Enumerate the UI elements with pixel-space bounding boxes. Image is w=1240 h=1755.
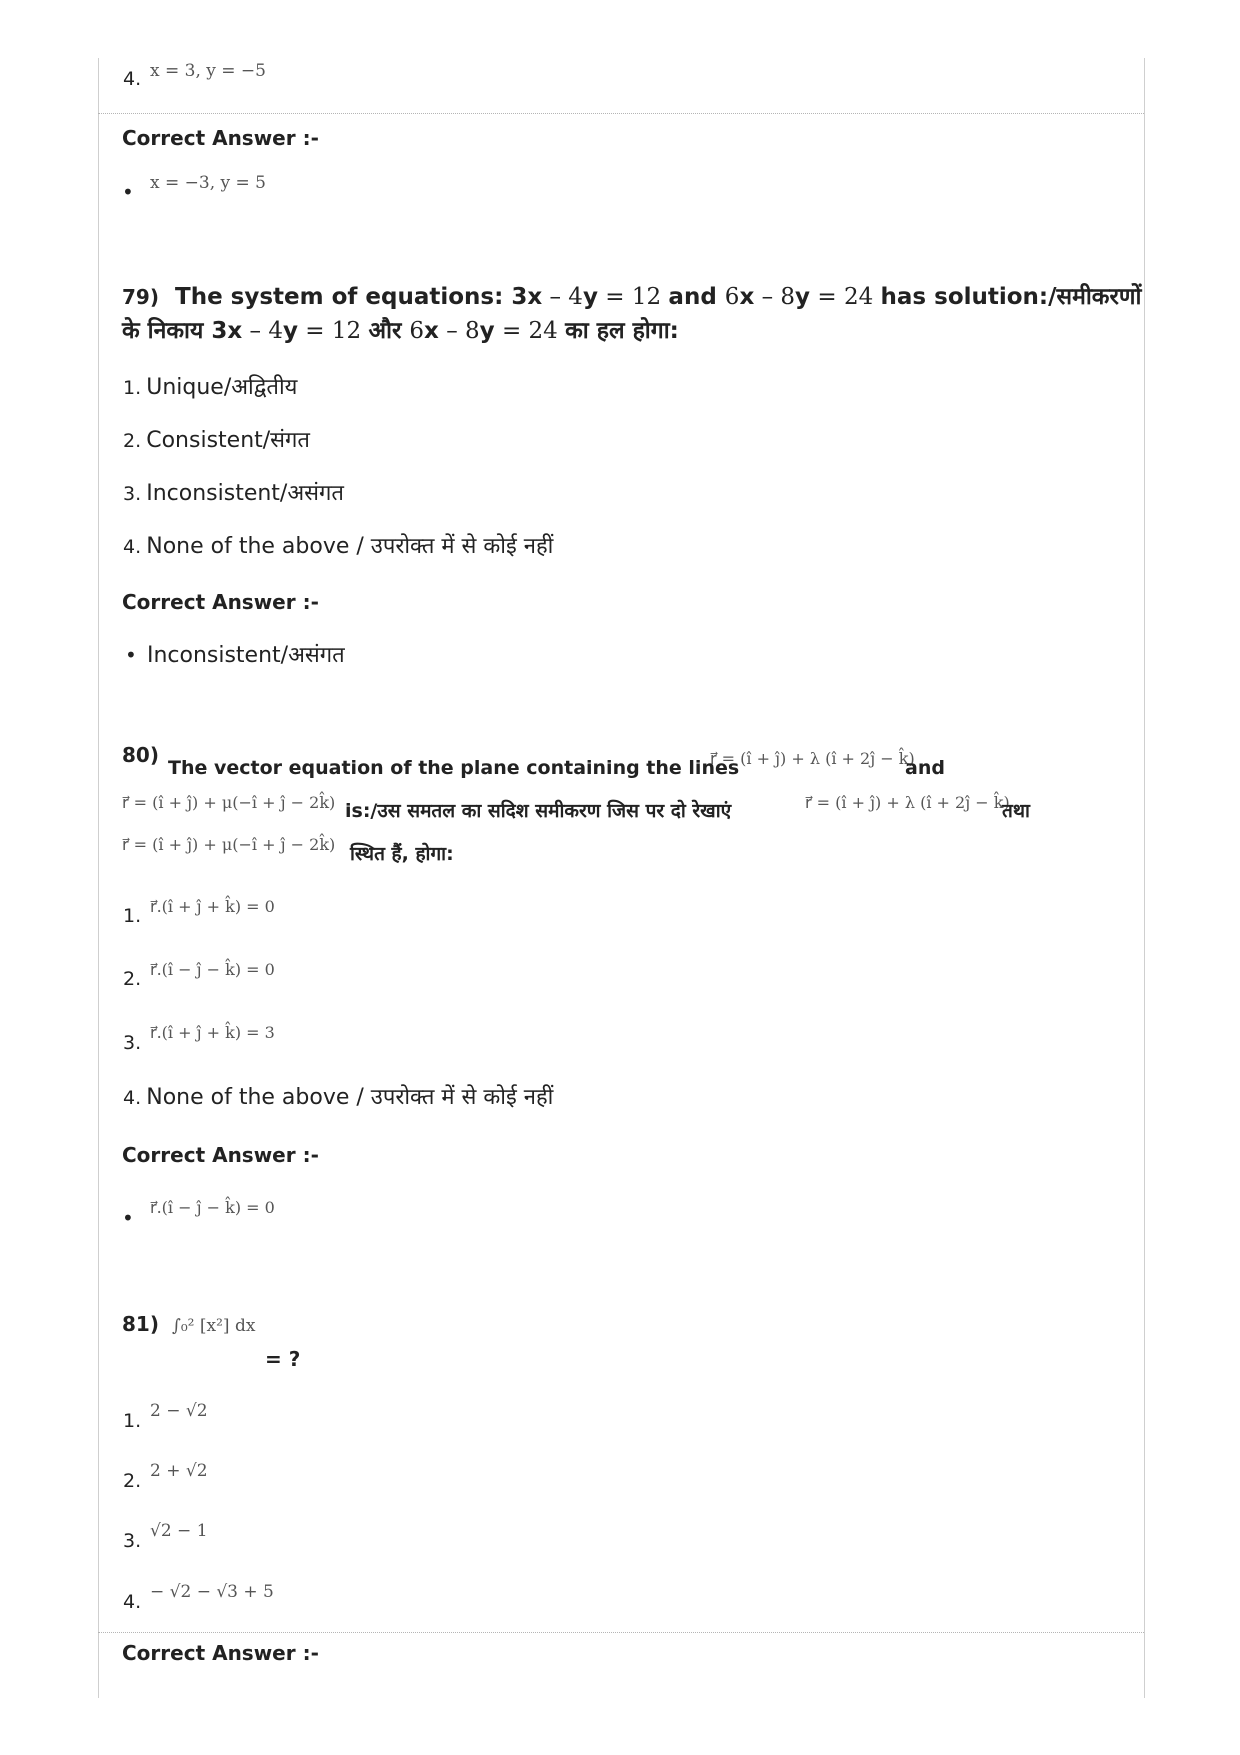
option-number: 4. xyxy=(123,68,142,90)
option-3: 3. Inconsistent/असंगत xyxy=(123,481,344,506)
option-2: 2. Consistent/संगत xyxy=(123,428,310,453)
option-math: − √2 − √3 + 5 xyxy=(150,1582,274,1602)
integral-math: ∫₀² [x²] dx xyxy=(172,1316,256,1336)
correct-answer-math: r⃗.(î − ĵ − k̂) = 0 xyxy=(150,1198,275,1217)
question-79-text: 79) The system of equations: 3x – 4y = 12 and 6x – 8y = 24 has solution:/समीकरणों के निकाय 3x – 4y = 12 और 6x – 8y = 24 का हल होगा: xyxy=(122,284,1142,344)
question-80-math: r⃗ = (î + ĵ) + λ (î + 2ĵ − k̂) xyxy=(805,793,1010,812)
correct-answer-label: Correct Answer :- xyxy=(122,1641,319,1665)
option-number: 1. xyxy=(123,1410,142,1432)
separator xyxy=(98,1632,1144,1633)
option-math: x = 3, y = −5 xyxy=(150,61,266,81)
question-number: 80) xyxy=(122,743,159,767)
correct-answer-label: Correct Answer :- xyxy=(122,590,319,614)
option-number: 2. xyxy=(123,968,142,990)
question-80-text: is:/उस समतल का सदिश समीकरण जिस पर दो रेखाएं xyxy=(345,800,732,822)
option-math: r⃗.(î − ĵ − k̂) = 0 xyxy=(150,960,275,979)
question-80-text: स्थित हैं, होगा: xyxy=(350,843,454,865)
bullet: • xyxy=(122,180,134,204)
question-number: 79) xyxy=(122,285,159,309)
correct-answer-label: Correct Answer :- xyxy=(122,1143,319,1167)
option-math: √2 − 1 xyxy=(150,1521,208,1541)
option-math: 2 + √2 xyxy=(150,1461,208,1481)
question-number: 81) xyxy=(122,1312,159,1336)
question-80-math: r⃗ = (î + ĵ) + μ(−î + ĵ − 2k̂) xyxy=(122,835,336,854)
option-4: 4. None of the above / उपरोक्त में से कोई नहीं xyxy=(123,534,554,559)
separator xyxy=(98,113,1144,114)
option-number: 3. xyxy=(123,1032,142,1054)
correct-answer-label: Correct Answer :- xyxy=(122,126,319,150)
question-80-text: and xyxy=(905,757,945,779)
option-1: 1. Unique/अद्वितीय xyxy=(123,375,298,400)
question-80-math: r⃗ = (î + ĵ) + λ (î + 2ĵ − k̂) xyxy=(710,749,915,768)
option-math: 2 − √2 xyxy=(150,1401,208,1421)
option-4: 4. None of the above / उपरोक्त में से कोई नहीं xyxy=(123,1085,554,1110)
question-81-text: = ? xyxy=(265,1347,301,1371)
correct-answer-math: x = −3, y = 5 xyxy=(150,173,266,193)
option-number: 2. xyxy=(123,1470,142,1492)
question-80-text: The vector equation of the plane containing the lines xyxy=(168,757,740,779)
option-math: r⃗.(î + ĵ + k̂) = 0 xyxy=(150,897,275,916)
option-number: 3. xyxy=(123,1530,142,1552)
correct-answer: • Inconsistent/असंगत xyxy=(125,643,345,668)
option-math: r⃗.(î + ĵ + k̂) = 3 xyxy=(150,1023,275,1042)
bullet: • xyxy=(122,1206,134,1230)
option-number: 1. xyxy=(123,905,142,927)
option-number: 4. xyxy=(123,1591,142,1613)
question-80-text: तथा xyxy=(1002,800,1030,822)
question-80-math: r⃗ = (î + ĵ) + μ(−î + ĵ − 2k̂) xyxy=(122,793,336,812)
